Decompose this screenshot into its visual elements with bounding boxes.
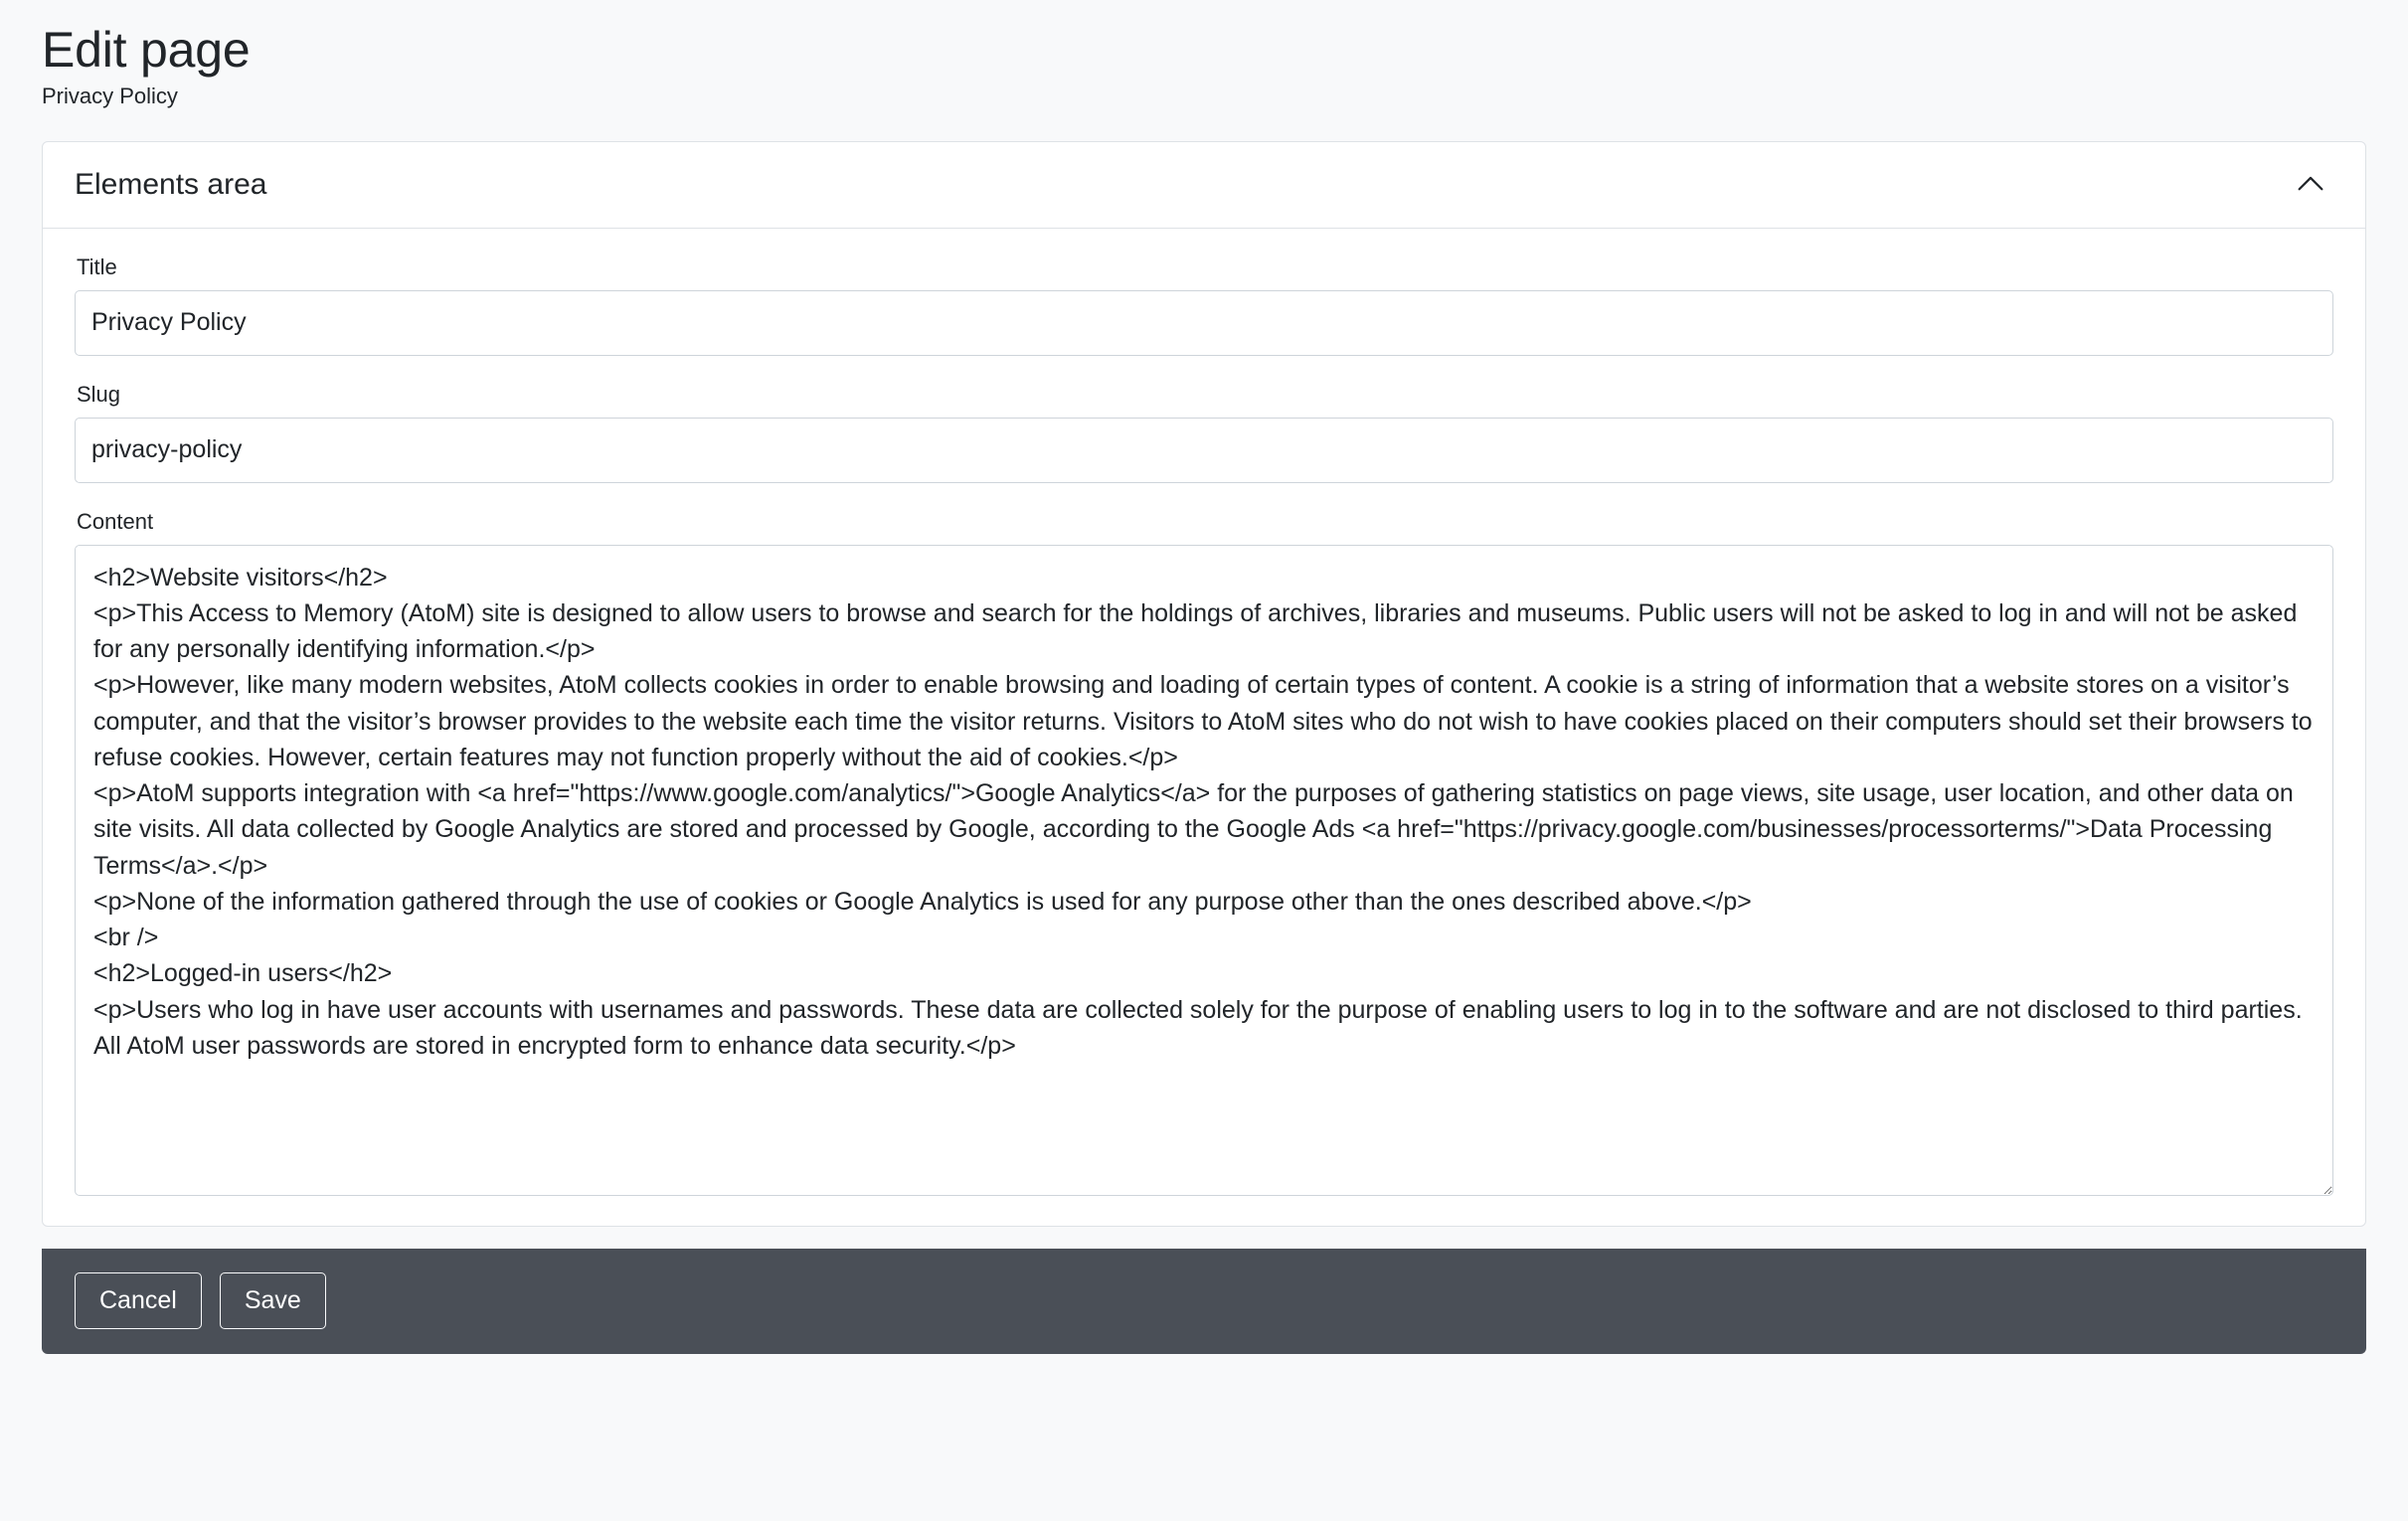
save-button[interactable]: Save: [220, 1272, 326, 1329]
form-actions-bar: [42, 1249, 2366, 1354]
content-textarea[interactable]: [75, 545, 2333, 1196]
page-subtitle: Privacy Policy: [42, 83, 178, 108]
slug-field-group: [75, 382, 2333, 483]
content-label: Content: [77, 508, 154, 534]
elements-area-card: [42, 141, 2366, 1354]
page-title: Edit page: [42, 22, 251, 78]
elements-area-title: Elements area: [75, 167, 267, 201]
elements-area-header[interactable]: [43, 142, 2365, 229]
slug-input[interactable]: [75, 418, 2333, 483]
elements-area-body: [43, 229, 2365, 1226]
chevron-up-icon[interactable]: [2294, 168, 2327, 202]
cancel-button[interactable]: Cancel: [75, 1272, 202, 1329]
title-field-group: [75, 254, 2333, 356]
title-label: Title: [77, 254, 117, 279]
slug-label: Slug: [77, 381, 121, 407]
content-field-group: [75, 509, 2333, 1196]
elements-area-panel: [42, 141, 2366, 1227]
title-input[interactable]: [75, 290, 2333, 356]
